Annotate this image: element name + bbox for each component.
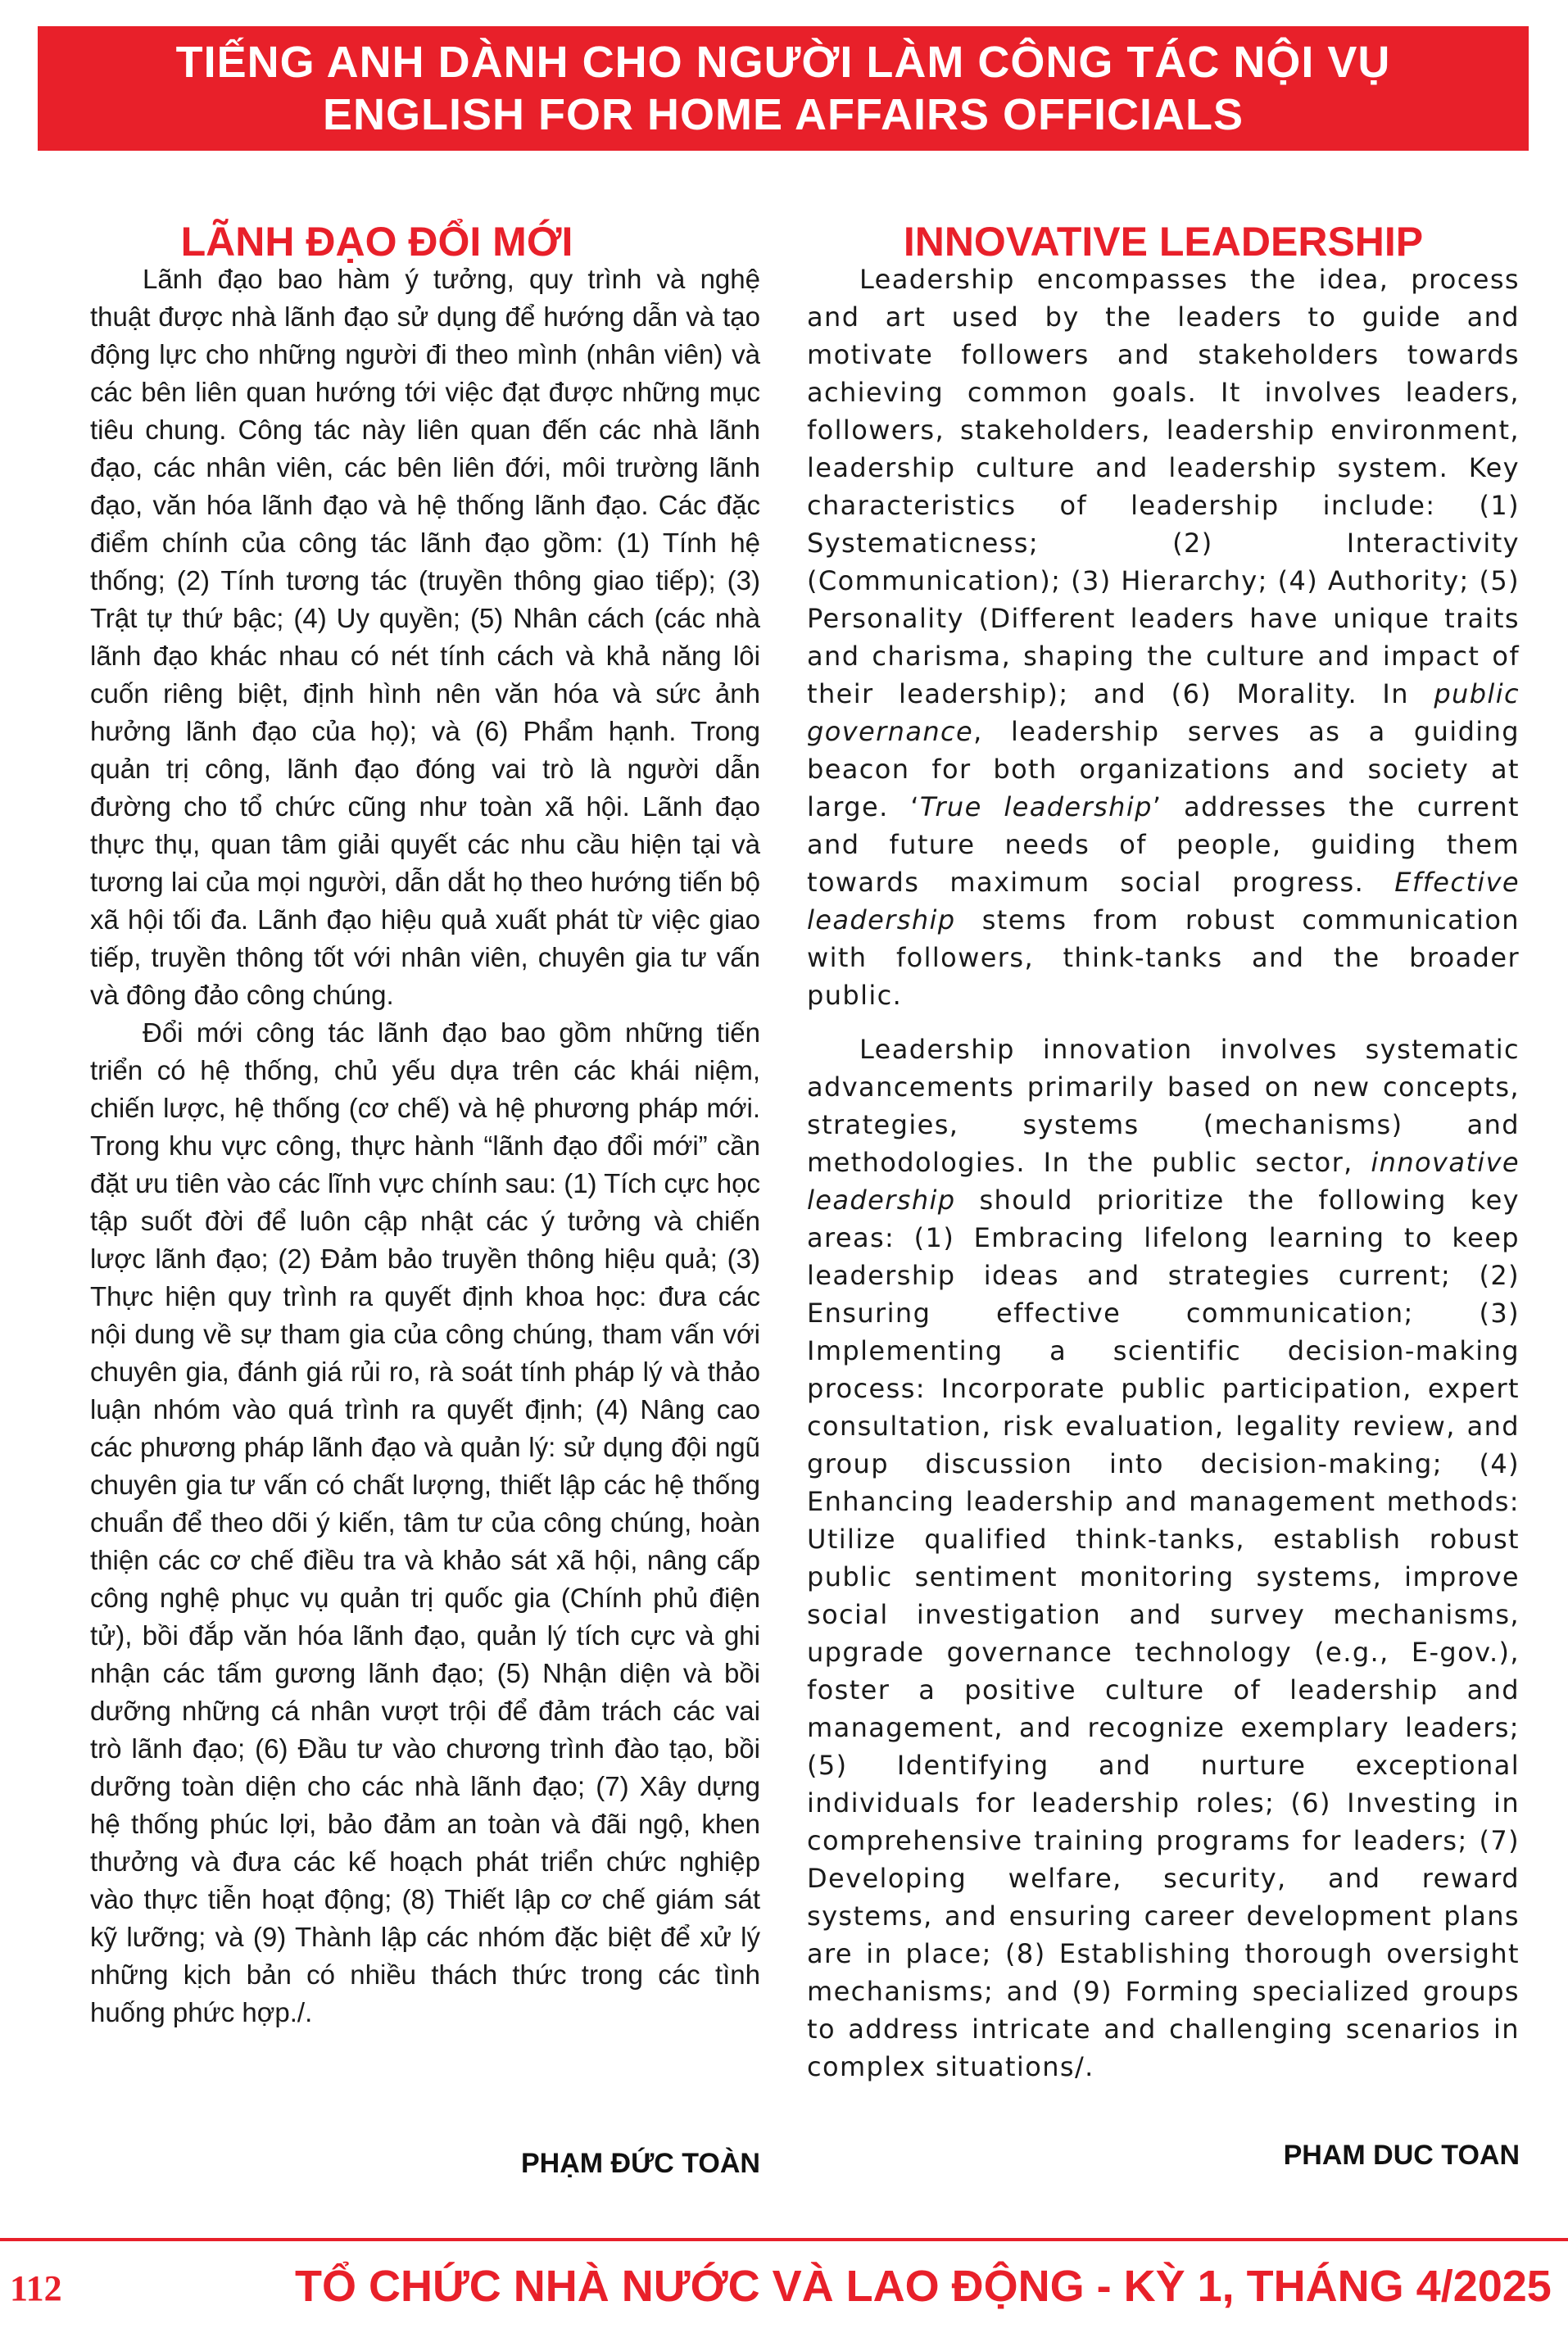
- title-banner: [38, 26, 1529, 151]
- en-paragraph-2: [807, 1031, 1520, 2086]
- en-p2-emphasis-innovative-leadership: innovative leadership: [807, 1147, 1520, 1216]
- en-p1-emphasis-public-governance: public governance: [807, 678, 1520, 747]
- english-article: [807, 260, 1520, 2086]
- en-p2-text-1: Leadership innovation involves systematic advancements primarily based on new concepts, strategies, systems (mechanisms) and methodologies. In the public sector,: [807, 1034, 1520, 1178]
- banner-title-en: ENGLISH FOR HOME AFFAIRS OFFICIALS: [323, 90, 1244, 139]
- en-p1-text-1: Leadership encompasses the idea, process and art used by the leaders to guide and motivate followers and stakeholders towards achieving common goals. It involves leaders, followers, stakeholders, leadership environment, leadership culture and leadership system. Key characteristics of leadership include: (1) Systematicness; (2) Interactivity (Communication); (3) Hierarchy; (4) Authority; (5) Personality (Different leaders have unique traits and charisma, shaping the culture and impact of their leadership); and (6) Morality. In: [807, 264, 1520, 709]
- english-author: PHAM DUC TOAN: [1283, 2140, 1520, 2171]
- en-p1-text-2: , leadership serves as a guiding beacon for both organizations and society at large. ‘: [807, 716, 1520, 822]
- vi-paragraph-1: Lãnh đạo bao hàm ý tưởng, quy trình và nghệ thuật được nhà lãnh đạo sử dụng để hướng dẫn và tạo động lực cho những người đi theo mình (nhân viên) và các bên liên quan hướng tới việc đạt được những mục tiêu chung. Công tác này liên quan đến các nhà lãnh đạo, các nhân viên, các bên liên đới, môi trường lãnh đạo, văn hóa lãnh đạo và hệ thống lãnh đạo. Các đặc điểm chính của công tác lãnh đạo gồm: (1) Tính hệ thống; (2) Tính tương tác (truyền thông giao tiếp); (3) Trật tự thứ bậc; (4) Uy quyền; (5) Nhân cách (các nhà lãnh đạo khác nhau có nét tính cách và khả năng lôi cuốn riêng biệt, định hình nên văn hóa và sức ảnh hưởng lãnh đạo của họ); và (6) Phẩm hạnh. Trong quản trị công, lãnh đạo đóng vai trò là người dẫn đường cho tổ chức cũng như toàn xã hội. Lãnh đạo thực thụ, quan tâm giải quyết các nhu cầu hiện tại và tương lai của mọi người, dẫn dắt họ theo hướng tiến bộ xã hội tối đa. Lãnh đạo hiệu quả xuất phát từ việc giao tiếp, truyền thông tốt với nhân viên, chuyên gia tư vấn và đông đảo công chúng.: [90, 264, 760, 1010]
- vietnamese-heading: LÃNH ĐẠO ĐỔI MỚI: [180, 218, 573, 265]
- banner-title-vi: TIẾNG ANH DÀNH CHO NGƯỜI LÀM CÔNG TÁC NỘI VỤ: [175, 38, 1391, 87]
- en-paragraph-1: [807, 260, 1520, 1014]
- vietnamese-author: PHẠM ĐỨC TOÀN: [520, 2148, 760, 2179]
- page-number: 112: [10, 2268, 62, 2308]
- english-heading: INNOVATIVE LEADERSHIP: [903, 218, 1424, 265]
- en-p1-emphasis-true-leadership: True leadership: [919, 791, 1153, 822]
- en-p1-emphasis-effective-leadership: Effective leadership: [807, 867, 1520, 935]
- en-p2-text-2: should prioritize the following key areas: (1) Embracing lifelong learning to keep leadership ideas and strategies current; (2) Ensuring effective communication; (3) Implementing a scientific decision-making process: Incorporate public participation, expert consultation, risk evaluation, legality review, and group discussion into decision-making; (4) Enhancing leadership and management methods: Utilize qualified think-tanks, establish robust public sentiment monitoring systems, improve social investigation and survey mechanisms, upgrade governance technology (e.g., E-gov.), foster a positive culture of leadership and management, and recognize exemplary leaders; (5) Identifying and nurture exceptional individuals for leadership roles; (6) Investing in comprehensive training programs for leaders; (7) Developing welfare, security, and reward systems, and ensuring career development plans are in place; (8) Establishing thorough oversight mechanisms; and (9) Forming specialized groups to address intricate and challenging scenarios in complex situations/.: [807, 1185, 1520, 2082]
- en-p1-text-4: stems from robust communication with followers, think-tanks and the broader public.: [807, 904, 1520, 1011]
- en-p1-text-3: ’ addresses the current and future needs of people, guiding them towards maximum social progress.: [807, 791, 1520, 898]
- footer-divider: [0, 2238, 1568, 2241]
- vietnamese-article: [90, 260, 760, 2032]
- publication-footer: TỔ CHỨC NHÀ NƯỚC VÀ LAO ĐỘNG - KỲ 1, THÁNG 4/2025: [295, 2262, 1552, 2311]
- vi-paragraph-2: Đổi mới công tác lãnh đạo bao gồm những tiến triển có hệ thống, chủ yếu dựa trên các khái niệm, chiến lược, hệ thống (cơ chế) và hệ phương pháp mới. Trong khu vực công, thực hành “lãnh đạo đổi mới” cần đặt ưu tiên vào các lĩnh vực chính sau: (1) Tích cực học tập suốt đời để luôn cập nhật các ý tưởng và chiến lược lãnh đạo; (2) Đảm bảo truyền thông hiệu quả; (3) Thực hiện quy trình ra quyết định khoa học: đưa các nội dung về sự tham gia của công chúng, tham vấn với chuyên gia, đánh giá rủi ro, rà soát tính pháp lý và thảo luận nhóm vào quá trình ra quyết định; (4) Nâng cao các phương pháp lãnh đạo và quản lý: sử dụng đội ngũ chuyên gia tư vấn có chất lượng, thiết lập các hệ thống chuẩn để theo dõi ý kiến, tâm tư của công chúng, hoàn thiện các cơ chế điều tra và khảo sát xã hội, nâng cấp công nghệ phục vụ quản trị quốc gia (Chính phủ điện tử), bồi đắp văn hóa lãnh đạo, quản lý tích cực và ghi nhận các tấm gương lãnh đạo; (5) Nhận diện và bồi dưỡng những cá nhân vượt trội để đảm trách các vai trò lãnh đạo; (6) Đầu tư vào chương trình đào tạo, bồi dưỡng toàn diện cho các nhà lãnh đạo; (7) Xây dựng hệ thống phúc lợi, bảo đảm an toàn và đãi ngộ, khen thưởng và đưa các kế hoạch phát triển chức nghiệp vào thực tiễn hoạt động; (8) Thiết lập cơ chế giám sát kỹ lưỡng; và (9) Thành lập các nhóm đặc biệt để xử lý những kịch bản có nhiều thách thức trong các tình huống phức hợp./.: [90, 1017, 760, 2027]
